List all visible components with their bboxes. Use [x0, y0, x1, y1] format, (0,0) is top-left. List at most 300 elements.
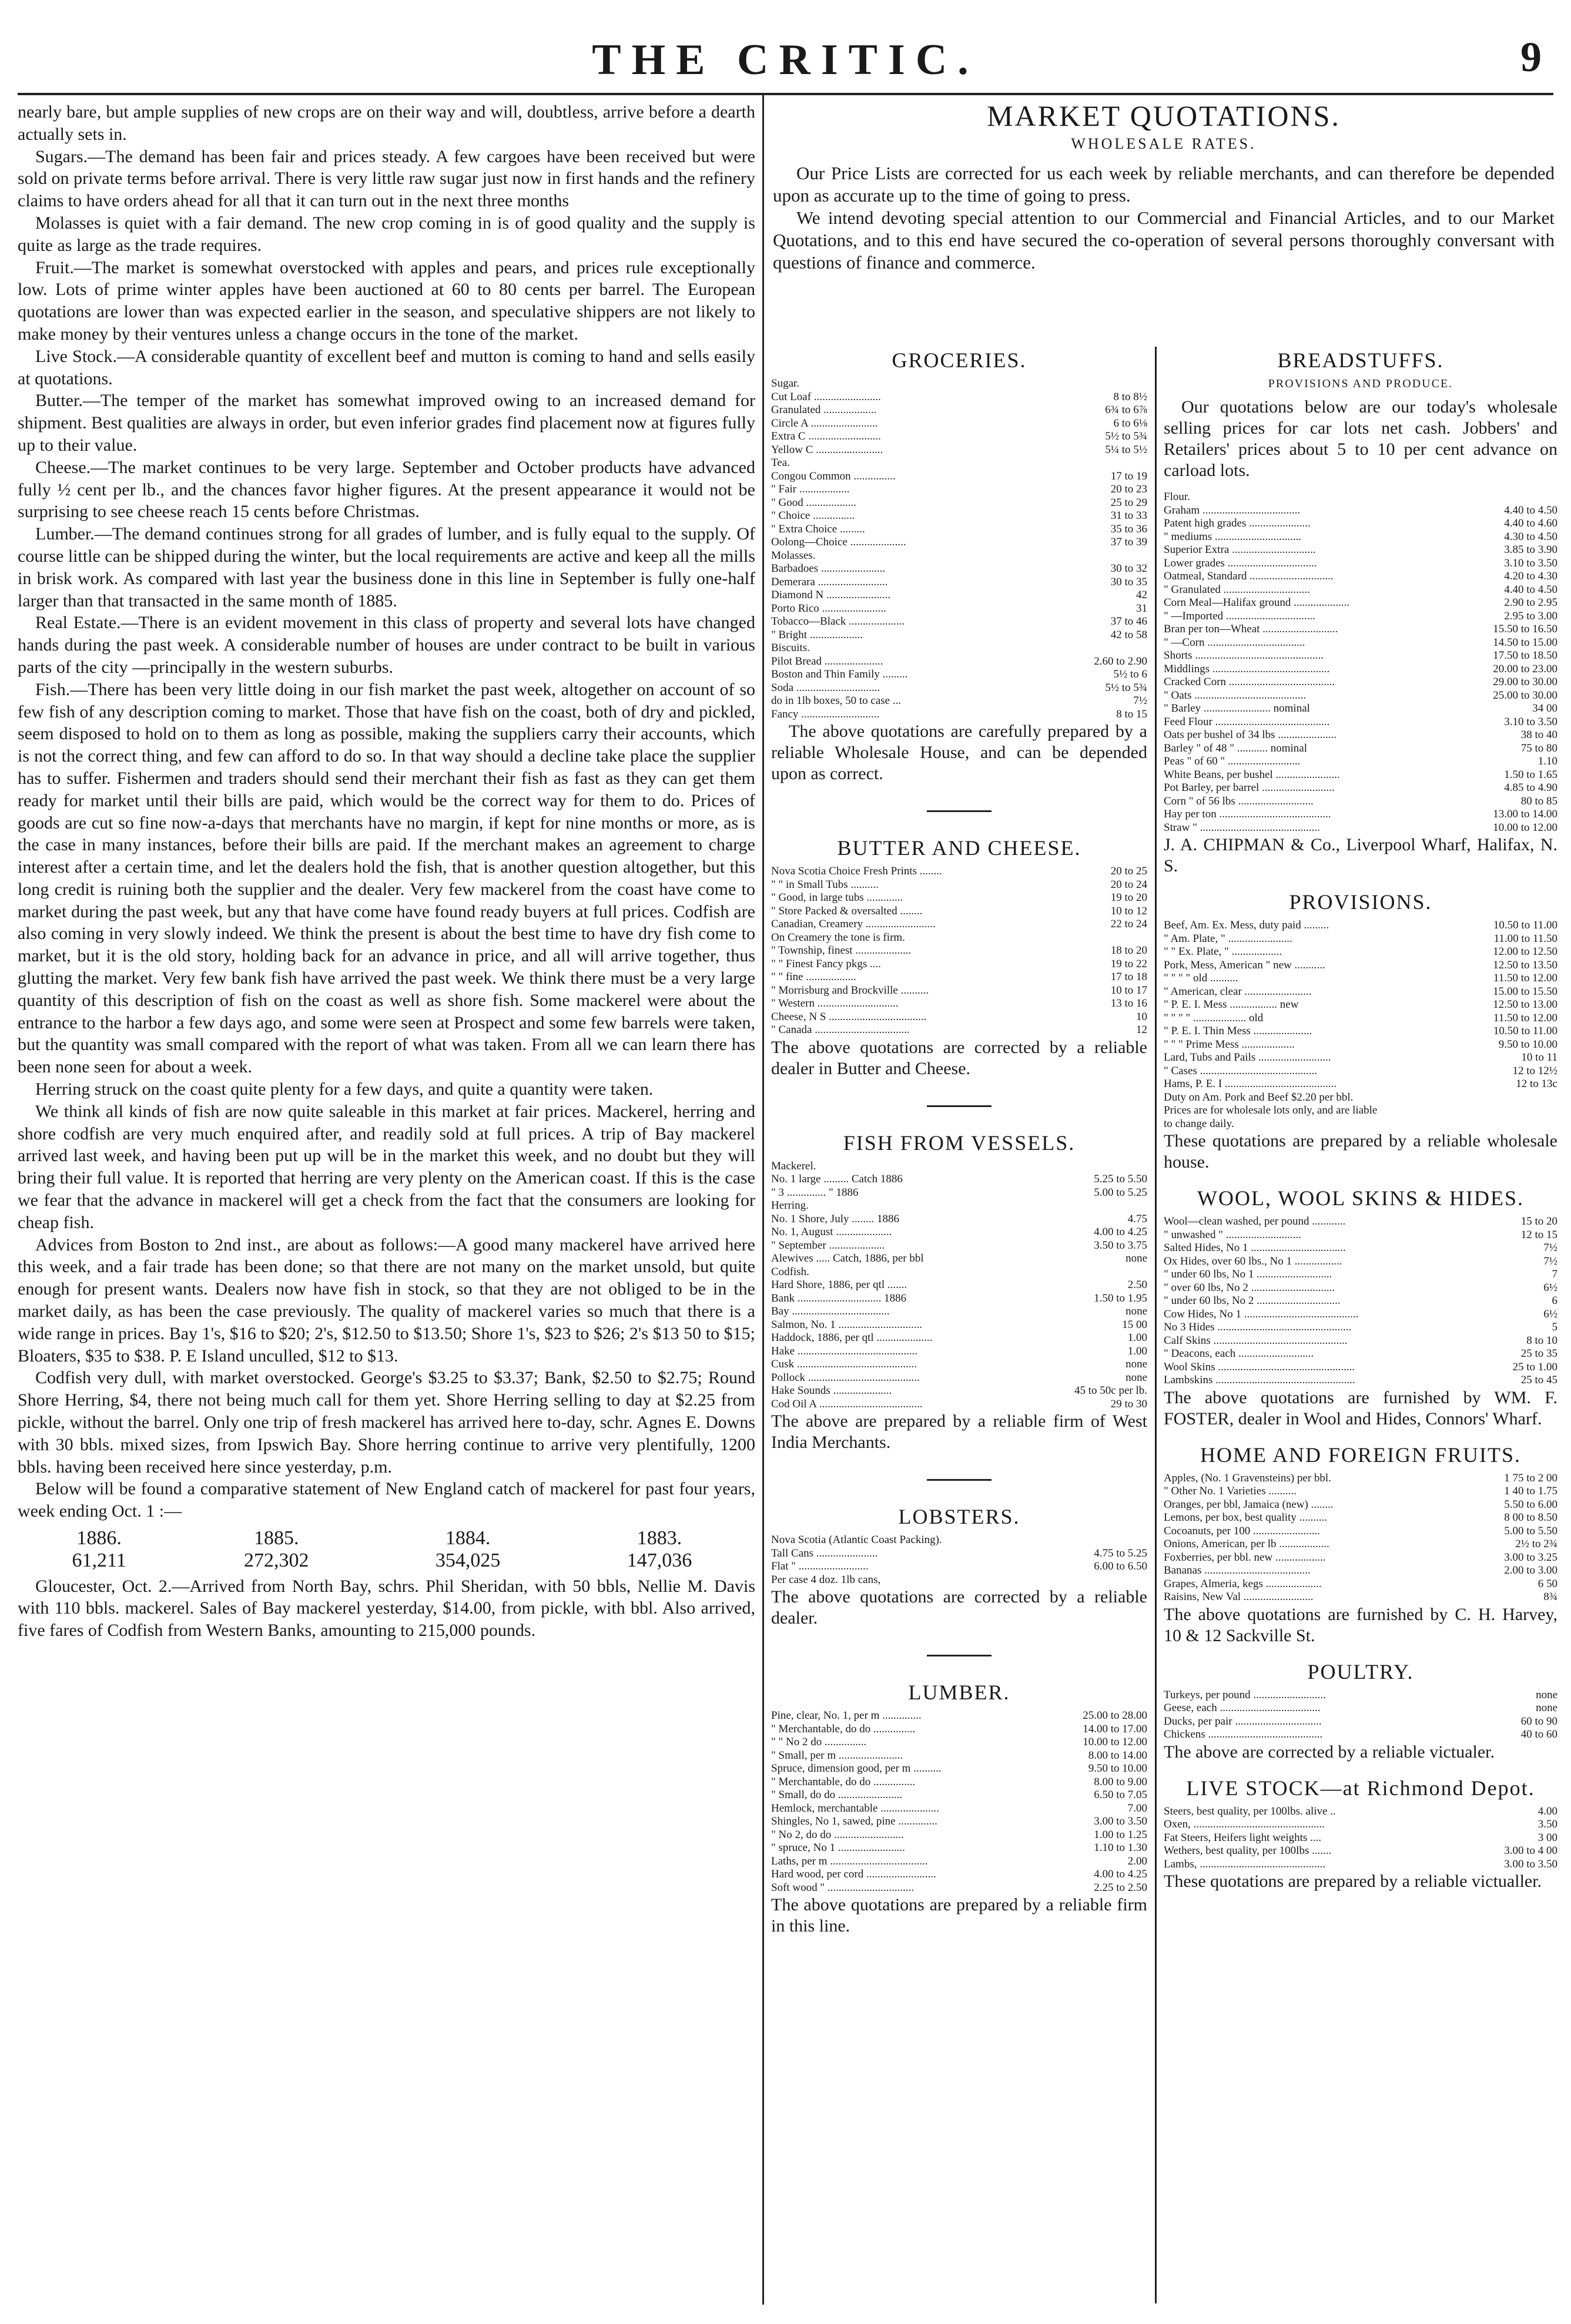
price-row	[771, 377, 1147, 391]
wool-hides-price-list	[1164, 1215, 1557, 1387]
right-column	[1164, 348, 1557, 2305]
price-row	[771, 536, 1147, 549]
price-item: Bananas ......................................	[1164, 1564, 1311, 1577]
price-item: " over 60 lbs, No 2 ..............................	[1164, 1281, 1335, 1294]
price-item: " Small, do do .......................	[771, 1789, 903, 1801]
market-quotations-header	[773, 99, 1555, 346]
price-value: 3.00 to 4 00	[1504, 1845, 1557, 1857]
price-row	[771, 417, 1147, 431]
catch-value: 147,036	[627, 1549, 692, 1571]
groceries-price-list	[771, 377, 1147, 721]
price-value: 2.95 to 3.00	[1504, 609, 1557, 622]
price-row	[771, 1252, 1147, 1266]
article-paragraph-livestock: Live Stock.—A considerable quantity of excellent beef and mutton is coming to hand and sells easily at quotations.	[18, 346, 755, 388]
price-item: Duty on Am. Pork and Beef $2.20 per bbl.	[1164, 1091, 1354, 1104]
price-row	[1164, 1374, 1557, 1387]
market-intro	[773, 162, 1555, 274]
lumber-title: LUMBER.	[908, 1681, 1010, 1704]
price-value: 15.00 to 15.50	[1493, 985, 1557, 998]
fish-from-vessels-section	[771, 1105, 1147, 1454]
price-value: 12.00 to 12.50	[1493, 945, 1557, 958]
price-row	[1164, 1308, 1557, 1322]
price-row	[1164, 1334, 1557, 1348]
price-row	[771, 1213, 1147, 1226]
price-row	[1164, 570, 1557, 583]
price-item: " Store Packed & oversalted ........	[771, 904, 923, 917]
price-row	[1164, 1215, 1557, 1229]
price-item: Steers, best quality, per 100lbs. alive ..	[1164, 1805, 1336, 1817]
article-paragraph-butter: Butter.—The temper of the market has somewhat improved owing to an increased demand for shipment. Best qualities are always in order, but even inferior grades find placement now at figures fully up to their value.	[18, 391, 755, 455]
price-item: " " No 2 do ...............	[771, 1736, 867, 1748]
price-row	[1164, 795, 1557, 809]
price-item: Biscuits.	[771, 642, 810, 654]
price-item: No. 1 Shore, July ........ 1886	[771, 1212, 899, 1225]
price-value: 1.10 to 1.30	[1094, 1842, 1147, 1854]
price-value: 6½	[1543, 1281, 1557, 1294]
price-item: Graham ...................................	[1164, 504, 1301, 517]
price-value: none	[1126, 1358, 1147, 1370]
price-value: 7½	[1543, 1255, 1557, 1267]
price-value: 30 to 35	[1110, 575, 1147, 588]
article-paragraph-fish: Fish.—There has been very little doing in our fish market the past week, altogether on account of so few fish of any description coming to market. Those that have fish on the coast, both of dry and pickled, seem disposed to hold on to them as long as possible, making the suppliers carry their accounts, which is not the correct thing, and few can afford to do so. In that way should a decline take place the supplier has to suffer. Fishermen and traders should send their merchant their fish as fast as they can get them ready for market until their bills are paid, which would be the correct way for them to do. Prices of goods are cut so fine now-a-days that merchants have no margin, if kept for nine months or more, as is the case in many instances, before their bills are paid. If the merchant makes an agreement to charge interest after a certain time, and let the dealers hold the fish, that is another question altogether, but this long credit is ruining both the supplier and the dealer. Very few mackerel from the coast have come to market during the past week, but any that have come have found ready buyers at full prices. Codfish are also coming in very slowly indeed. We think the present is about the best time to have dry fish come to market, but it is the old story, holding back for an advance in price, and all will arrive together, thus glutting the market. Very few bank fish have arrived the past week. We think there must be a very large quantity of this description of fish on the coast as well as shore fish. Some mackerel were about the entrance to the harbor a few days ago, and some were seen at Prospect and some few barrels were taken, but the quantity was small compared with the report of what was taken. From all we can learn there has been none seen for about a week.	[18, 679, 755, 1077]
price-value: 29 to 30	[1110, 1397, 1147, 1410]
price-item: Hay per ton ........................................	[1164, 808, 1331, 820]
price-item: Prices are for wholesale lots only, and are liable	[1164, 1104, 1378, 1116]
price-row	[771, 470, 1147, 484]
price-item: Mackerel.	[771, 1159, 816, 1172]
price-item: Barley " of 48 " ........... nominal	[1164, 742, 1308, 754]
price-row	[771, 1842, 1147, 1855]
price-value: 4.00	[1537, 1805, 1557, 1817]
price-row	[771, 891, 1147, 905]
price-item: " Bright ...................	[771, 628, 863, 641]
price-row	[1164, 1845, 1557, 1858]
price-row	[771, 1332, 1147, 1345]
price-value: 5	[1552, 1321, 1557, 1333]
price-value: 2.90 to 2.95	[1504, 596, 1557, 609]
price-item: Corn " of 56 lbs ...........................	[1164, 794, 1314, 807]
price-item: Pork, Mess, American " new ...........	[1164, 958, 1325, 971]
price-item: " Merchantable, do do ...............	[771, 1722, 916, 1735]
price-item: Tobacco—Black ....................	[771, 615, 905, 628]
price-row	[771, 576, 1147, 589]
price-item: Wethers, best quality, per 100lbs .......	[1164, 1845, 1332, 1857]
butter-cheese-price-list	[771, 865, 1147, 1037]
price-row	[771, 682, 1147, 695]
price-row	[771, 629, 1147, 642]
lumber-price-list	[771, 1709, 1147, 1894]
section-separator	[927, 1105, 991, 1107]
lumber-note: The above quotations are prepared by a reliable firm in this line.	[771, 1895, 1147, 1936]
butter-cheese-title: BUTTER AND CHEESE.	[837, 836, 1081, 860]
price-item: Shingles, No 1, sawed, pine ..............	[771, 1815, 937, 1827]
price-item: " Canada ..................................	[771, 1024, 910, 1036]
price-item: Ducks, per pair ...............................	[1164, 1715, 1322, 1728]
price-row	[1164, 1551, 1557, 1565]
price-value: 6.50 to 7.05	[1094, 1789, 1147, 1801]
price-value: 20 to 24	[1110, 878, 1147, 891]
wool-hides-title: WOOL, WOOL SKINS & HIDES.	[1197, 1186, 1524, 1210]
price-item: Oxen, ...............................................	[1164, 1818, 1325, 1830]
price-value: 8 to 10	[1526, 1334, 1557, 1347]
poultry-title: POULTRY.	[1307, 1659, 1414, 1684]
price-item: No. 1, August ....................	[771, 1226, 892, 1238]
price-value: 20 to 25	[1110, 865, 1147, 877]
price-item: Superior Extra ..............................	[1164, 544, 1316, 556]
price-value: 4.40 to 4.50	[1504, 583, 1557, 596]
price-item: Hemlock, merchantable .....................	[771, 1802, 939, 1815]
price-value: 31	[1136, 602, 1147, 615]
article-paragraph-codfish: Codfish very dull, with market overstocked. George's $3.25 to $3.37; Bank, $2.50 to $2.75; Round Shore Herring, $4, there not being much call for them yet. Shore Herring selling to day at $2.25 from pickle, without the barrel. Only one trip of fresh mackerel has arrived here to-day, schr. Agnes E. Downs with 30 bbls. mixed sizes, from Ipswich Bay. Shore herring continue to arrive very plentifully, 1200 bbls. having been received here since yesterday, p.m.	[18, 1368, 755, 1477]
price-row	[1164, 663, 1557, 676]
price-item: Pilot Bread .....................	[771, 655, 883, 668]
price-value: 12 to 15	[1520, 1228, 1557, 1241]
price-item: " No 2, do do .........................	[771, 1828, 904, 1841]
price-value: 5½ to 5¾	[1105, 681, 1147, 694]
price-value: 5.00 to 5.25	[1094, 1186, 1147, 1199]
price-row	[771, 1384, 1147, 1398]
price-value: 11.50 to 12.00	[1493, 972, 1557, 984]
price-value: 12.50 to 13.00	[1493, 998, 1557, 1011]
price-row	[1164, 636, 1557, 650]
price-row	[1164, 919, 1557, 933]
price-row	[771, 984, 1147, 998]
price-row	[1164, 1229, 1557, 1242]
price-item: Grapes, Almeria, kegs ....................	[1164, 1577, 1322, 1590]
price-item: " under 60 lbs, No 1 ...........................	[1164, 1268, 1332, 1280]
section-separator	[927, 1479, 991, 1481]
section-separator	[927, 1655, 991, 1656]
price-value: 7½	[1133, 695, 1147, 707]
catch-value: 354,025	[435, 1549, 501, 1571]
price-value: 3.50	[1537, 1818, 1557, 1830]
price-value: 1 75 to 2 00	[1504, 1471, 1557, 1484]
price-item: Onions, American, per lb ..................	[1164, 1538, 1329, 1550]
price-row	[1164, 1472, 1557, 1485]
price-row	[771, 878, 1147, 892]
butter-cheese-note: The above quotations are corrected by a reliable dealer in Butter and Cheese.	[771, 1037, 1147, 1078]
price-row	[1164, 1104, 1557, 1118]
middle-column	[771, 348, 1147, 2305]
price-value: 25 to 1.00	[1512, 1360, 1557, 1373]
price-item: Pollock ........................................	[771, 1371, 920, 1384]
price-value: 20 to 23	[1110, 483, 1147, 495]
price-item: Extra C ..........................	[771, 430, 881, 442]
price-value: 18 to 20	[1110, 944, 1147, 957]
price-value: 2.60 to 2.90	[1094, 655, 1147, 668]
price-value: 25.00 to 28.00	[1083, 1709, 1147, 1722]
price-row	[771, 430, 1147, 444]
price-row	[771, 865, 1147, 878]
price-item: Apples, (No. 1 Gravensteins) per bbl.	[1164, 1471, 1331, 1484]
price-row	[1164, 998, 1557, 1012]
price-value: 30 to 32	[1110, 562, 1147, 575]
catch-year: 1885.	[254, 1527, 299, 1549]
price-value: 4.00 to 4.25	[1094, 1226, 1147, 1238]
price-value: none	[1126, 1252, 1147, 1265]
price-item: Calf Skins ................................................	[1164, 1334, 1348, 1347]
price-value: 8 to 8½	[1113, 390, 1147, 403]
price-row	[1164, 1564, 1557, 1578]
price-value: 14.50 to 15.00	[1493, 636, 1557, 649]
price-item: Granulated ...................	[771, 404, 877, 416]
price-value: 3.85 to 3.90	[1504, 544, 1557, 556]
article-paragraph-sugars: Sugars.—The demand has been fair and prices steady. A few cargoes have been received but were sold on private terms before arrival. There is very little raw sugar just now in first hands and the refinery claims to have orders ahead for all that it can turn out in the next three months	[18, 146, 755, 211]
price-item: " Fair ..................	[771, 483, 850, 495]
price-item: " September ....................	[771, 1239, 885, 1252]
price-row	[1164, 702, 1557, 716]
price-item: Porto Rico .......................	[771, 602, 886, 615]
price-row	[1164, 755, 1557, 769]
price-item: Lambskins ..................................................	[1164, 1374, 1355, 1386]
price-item: Flour.	[1164, 491, 1190, 503]
price-value: 15 00	[1122, 1318, 1147, 1331]
article-paragraph-fruit: Fruit.—The market is somewhat overstocked with apples and pears, and prices rule exceptionally low. Lots of prime winter apples have been auctioned at 60 to 80 cents per barrel. The European quotations are lower than was expected earlier in the season, and speculative shippers are not likely to make money by their ventures unless a change occurs in the tone of the market.	[18, 257, 755, 344]
price-item: " Good ..................	[771, 496, 856, 509]
price-value: 12.50 to 13.50	[1493, 958, 1557, 971]
price-item: " mediums ...............................	[1164, 530, 1302, 543]
price-value: 1.50 to 1.65	[1504, 768, 1557, 781]
poultry-note: The above are corrected by a reliable victualer.	[1164, 1742, 1495, 1762]
price-row	[1164, 1012, 1557, 1025]
wool-hides-note: The above quotations are furnished by WM. F. FOSTER, dealer in Wool and Hides, Connors' Wharf.	[1164, 1387, 1557, 1428]
price-item: " unwashed " ...........................	[1164, 1228, 1301, 1241]
price-item: Bran per ton—Wheat ...........................	[1164, 623, 1338, 635]
price-row	[771, 642, 1147, 655]
price-item: Bank .............................. 1886	[771, 1292, 907, 1304]
price-row	[771, 497, 1147, 510]
price-item: " P. E. I. Thin Mess .....................	[1164, 1025, 1312, 1037]
price-row	[771, 1762, 1147, 1776]
price-row	[1164, 649, 1557, 663]
foreign-fruits-section	[1164, 1443, 1557, 1646]
price-row	[771, 1882, 1147, 1895]
price-item: White Beans, per bushel .......................	[1164, 768, 1340, 781]
price-item: " " in Small Tubs ..........	[771, 878, 879, 891]
price-row	[1164, 782, 1557, 795]
article-paragraph-cheese: Cheese.—The market continues to be very large. September and October products have advanced fully ½ cent per lb., and the chances favor higher figures. At the present appearance it would not be surprising to see cheese reach 15 cents before Christmas.	[18, 457, 755, 522]
price-item: " Extra Choice .........	[771, 522, 865, 535]
price-value: 2.00 to 3.00	[1504, 1564, 1557, 1577]
lobsters-price-list	[771, 1534, 1147, 1587]
price-value: 4.40 to 4.60	[1504, 517, 1557, 529]
lobsters-title: LOBSTERS.	[898, 1505, 1020, 1528]
price-row	[1164, 689, 1557, 703]
price-row	[1164, 1702, 1557, 1715]
price-row	[771, 1305, 1147, 1319]
butter-cheese-section	[771, 810, 1147, 1079]
foreign-fruits-title: HOME AND FOREIGN FRUITS.	[1200, 1443, 1522, 1467]
price-item: Canadian, Creamery .........................	[771, 918, 936, 930]
price-value: 4.40 to 4.50	[1504, 504, 1557, 517]
price-row	[1164, 808, 1557, 821]
price-item: " P. E. I. Mess ................. new	[1164, 998, 1299, 1011]
price-item: Chickens .........................................	[1164, 1728, 1323, 1741]
article-paragraph-boston: Advices from Boston to 2nd inst., are about as follows:—A good many mackerel have arrived here this week, and a fair trade has been done; so that there are not many on the market unsold, but quite enough for present wants. Dealers now have fish in stock, so that they are not obliged to be in the market daily, as has been the case previously. The quality of mackerel varies so much that there is a wide range in prices. Bay 1's, $16 to $20; 2's, $12.50 to $13.50; Shore 1's, $23 to $26; 2's $13 50 to $15; Bloaters, $35 to $38. P. E Island unculled, $12 to $13.	[18, 1235, 755, 1366]
price-row	[771, 1802, 1147, 1816]
price-item: Sugar.	[771, 377, 800, 390]
price-row	[1164, 1689, 1557, 1702]
price-value: none	[1126, 1371, 1147, 1384]
price-item: to change daily.	[1164, 1117, 1234, 1130]
price-item: Salted Hides, No 1 ..................................	[1164, 1242, 1346, 1254]
groceries-note: The above quotations are carefully prepared by a reliable Wholesale House, and can be depended upon as correct.	[771, 722, 1147, 783]
price-item: Lard, Tubs and Pails ..........................	[1164, 1051, 1331, 1064]
price-value: 12 to 12½	[1512, 1064, 1557, 1077]
lobsters-note: The above quotations are corrected by a reliable dealer.	[771, 1587, 1147, 1628]
breadstuffs-intro: Our quotations below are our today's wholesale selling prices for car lots net cash. Jobbers' and Retailers' prices about 5 to 10 per cent advance on carload lots.	[1164, 397, 1557, 480]
price-row	[771, 404, 1147, 417]
price-row	[1164, 1805, 1557, 1819]
column-rule-1	[762, 95, 764, 2305]
price-item: Tall Cans ......................	[771, 1547, 878, 1560]
price-item: " —Corn ...................................	[1164, 636, 1305, 649]
price-value: 9.50 to 10.00	[1088, 1762, 1147, 1775]
price-row	[771, 1398, 1147, 1411]
price-value: 2.00	[1127, 1854, 1147, 1867]
price-item: " —Imported ................................	[1164, 609, 1315, 622]
market-intro-2: We intend devoting special attention to our Commercial and Financial Articles, and to our Market Quotations, and to this end have secured the co-operation of several persons thoroughly conversant with questions of finance and commerce.	[773, 207, 1555, 273]
price-value: 5.50 to 6.00	[1504, 1498, 1557, 1511]
price-item: Yellow C ........................	[771, 443, 883, 456]
price-row	[771, 1868, 1147, 1882]
price-item: " " Finest Fancy pkgs ....	[771, 957, 882, 970]
price-value: 8¾	[1543, 1591, 1557, 1603]
price-value: 8.00 to 14.00	[1088, 1749, 1147, 1762]
price-item: Per case 4 doz. 1lb cans,	[771, 1573, 881, 1586]
price-value: 6½	[1543, 1307, 1557, 1320]
price-value: 2.25 to 2.50	[1094, 1881, 1147, 1894]
price-row	[771, 918, 1147, 931]
price-row	[771, 1319, 1147, 1332]
price-row	[771, 1815, 1147, 1829]
live-stock-note: These quotations are prepared by a reliable victualler.	[1164, 1872, 1542, 1891]
price-row	[771, 971, 1147, 984]
price-item: " Granulated ...............................	[1164, 583, 1310, 596]
price-row	[1164, 1255, 1557, 1269]
price-item: Laths, per m ...................................	[771, 1854, 928, 1867]
price-row	[771, 655, 1147, 669]
price-item: " Western .............................	[771, 997, 899, 1010]
price-value: 37 to 46	[1110, 615, 1147, 628]
price-row	[771, 958, 1147, 971]
price-value: 2½ to 2¾	[1515, 1538, 1557, 1550]
price-value: 5.00 to 5.50	[1504, 1524, 1557, 1537]
price-value: 8.00 to 9.00	[1094, 1775, 1147, 1788]
price-item: Hard wood, per cord .........................	[771, 1868, 936, 1880]
price-value: 11.50 to 12.00	[1493, 1011, 1557, 1024]
article-paragraph-gloucester: Gloucester, Oct. 2.—Arrived from North Bay, schrs. Phil Sheridan, with 50 bbls, Nellie M. Davis with 110 bbls. mackerel. Sales of Bay mackerel yesterday, $14.00, from pickle, with bbl. Also arrived, five fares of Codfish from Western Banks, amounting to 215,000 pounds.	[18, 1576, 755, 1641]
price-item: Straw " ...........................................	[1164, 821, 1320, 834]
price-item: " Oats ........................................	[1164, 689, 1307, 702]
poultry-section	[1164, 1659, 1557, 1763]
price-item: No. 1 large ......... Catch 1886	[771, 1173, 903, 1185]
price-item: Wool—clean washed, per pound ............	[1164, 1215, 1346, 1228]
article-paragraph-statement: Below will be found a comparative statement of New England catch of mackerel for past four years, week ending Oct. 1 :—	[18, 1479, 755, 1521]
catch-value: 272,302	[244, 1549, 309, 1571]
price-value: 3.50 to 3.75	[1094, 1239, 1147, 1252]
price-value: 1.00 to 1.25	[1094, 1828, 1147, 1841]
price-row	[771, 905, 1147, 918]
price-item: Wool Skins .................................................	[1164, 1360, 1355, 1373]
price-item: Ox Hides, over 60 lbs., No 1 .................	[1164, 1255, 1342, 1267]
price-value: 3.00 to 3.25	[1504, 1551, 1557, 1564]
foreign-fruits-price-list	[1164, 1472, 1557, 1604]
price-row	[1164, 972, 1557, 985]
price-value: 10.00 to 12.00	[1493, 821, 1557, 834]
price-value: 6 50	[1537, 1577, 1557, 1590]
price-row	[771, 1011, 1147, 1024]
price-item: Codfish.	[771, 1265, 809, 1278]
price-value: 14.00 to 17.00	[1083, 1722, 1147, 1735]
fish-from-vessels-price-list	[771, 1160, 1147, 1411]
price-row	[1164, 1347, 1557, 1361]
price-row	[1164, 544, 1557, 557]
price-row	[1164, 1728, 1557, 1742]
price-item: Foxberries, per bbl. new ..................	[1164, 1551, 1326, 1564]
price-value: 10.00 to 12.00	[1083, 1736, 1147, 1748]
fish-from-vessels-title: FISH FROM VESSELS.	[843, 1131, 1076, 1155]
price-item: " " Ex. Plate, " ..................	[1164, 945, 1282, 958]
price-value: 1.00	[1127, 1332, 1147, 1344]
price-item: " " " Prime Mess ...................	[1164, 1038, 1295, 1051]
price-row	[771, 931, 1147, 945]
price-item: Shorts ..............................................	[1164, 649, 1324, 662]
price-row	[771, 944, 1147, 958]
price-item: Feed Flour .........................................	[1164, 715, 1330, 728]
price-item: Barbadoes .......................	[771, 562, 886, 575]
price-row	[771, 549, 1147, 563]
price-row	[1164, 1485, 1557, 1498]
price-row	[771, 562, 1147, 576]
price-value: 3.10 to 3.50	[1504, 715, 1557, 728]
price-value: 37 to 39	[1110, 536, 1147, 548]
price-item: On Creamery the tone is firm.	[771, 931, 905, 944]
price-row	[771, 695, 1147, 708]
price-item: " Small, per m .......................	[771, 1749, 903, 1762]
price-row	[1164, 933, 1557, 946]
price-item: " 3 .............. " 1886	[771, 1186, 859, 1199]
price-row	[1164, 517, 1557, 531]
market-title: MARKET QUOTATIONS.	[987, 99, 1341, 132]
price-value: 34 00	[1532, 702, 1557, 715]
price-value: 8 to 15	[1116, 707, 1147, 720]
breadstuffs-section	[1164, 348, 1557, 877]
price-item: Cod Oil A .....................................	[771, 1397, 923, 1410]
price-item: Tea.	[771, 457, 790, 469]
price-item: Beef, Am. Ex. Mess, duty paid .........	[1164, 919, 1329, 931]
price-item: Cracked Corn ......................................	[1164, 676, 1335, 688]
price-row	[1164, 1321, 1557, 1334]
price-item: Bay ...................................	[771, 1305, 890, 1317]
price-value: 7	[1552, 1268, 1557, 1280]
price-value: 9.50 to 10.00	[1498, 1038, 1557, 1051]
price-row	[771, 1371, 1147, 1385]
price-value: 40 to 60	[1520, 1728, 1557, 1741]
price-item: Boston and Thin Family .........	[771, 668, 908, 680]
price-row	[771, 997, 1147, 1011]
breadstuffs-note: J. A. CHIPMAN & Co., Liverpool Wharf, Halifax, N. S.	[1164, 835, 1557, 876]
price-item: " American, clear ........................	[1164, 985, 1312, 998]
price-row	[1164, 1511, 1557, 1525]
price-value: 80 to 85	[1520, 794, 1557, 807]
price-item: Raisins, New Val .........................	[1164, 1591, 1314, 1603]
price-value: none	[1126, 1305, 1147, 1317]
price-item: " Morrisburg and Brockville ..........	[771, 984, 929, 997]
breadstuffs-title: BREADSTUFFS.	[1277, 348, 1444, 372]
price-value: 25.00 to 30.00	[1493, 689, 1557, 702]
article-paragraph-lumber: Lumber.—The demand continues strong for all grades of lumber, and is fully equal to the supply. Of course little can be shipped during the winter, but the local requirements are active and keep all the mills in brisk work. As compared with last year the business done in this line in September is fully one-half larger than that transacted in the same month of 1885.	[18, 524, 755, 611]
